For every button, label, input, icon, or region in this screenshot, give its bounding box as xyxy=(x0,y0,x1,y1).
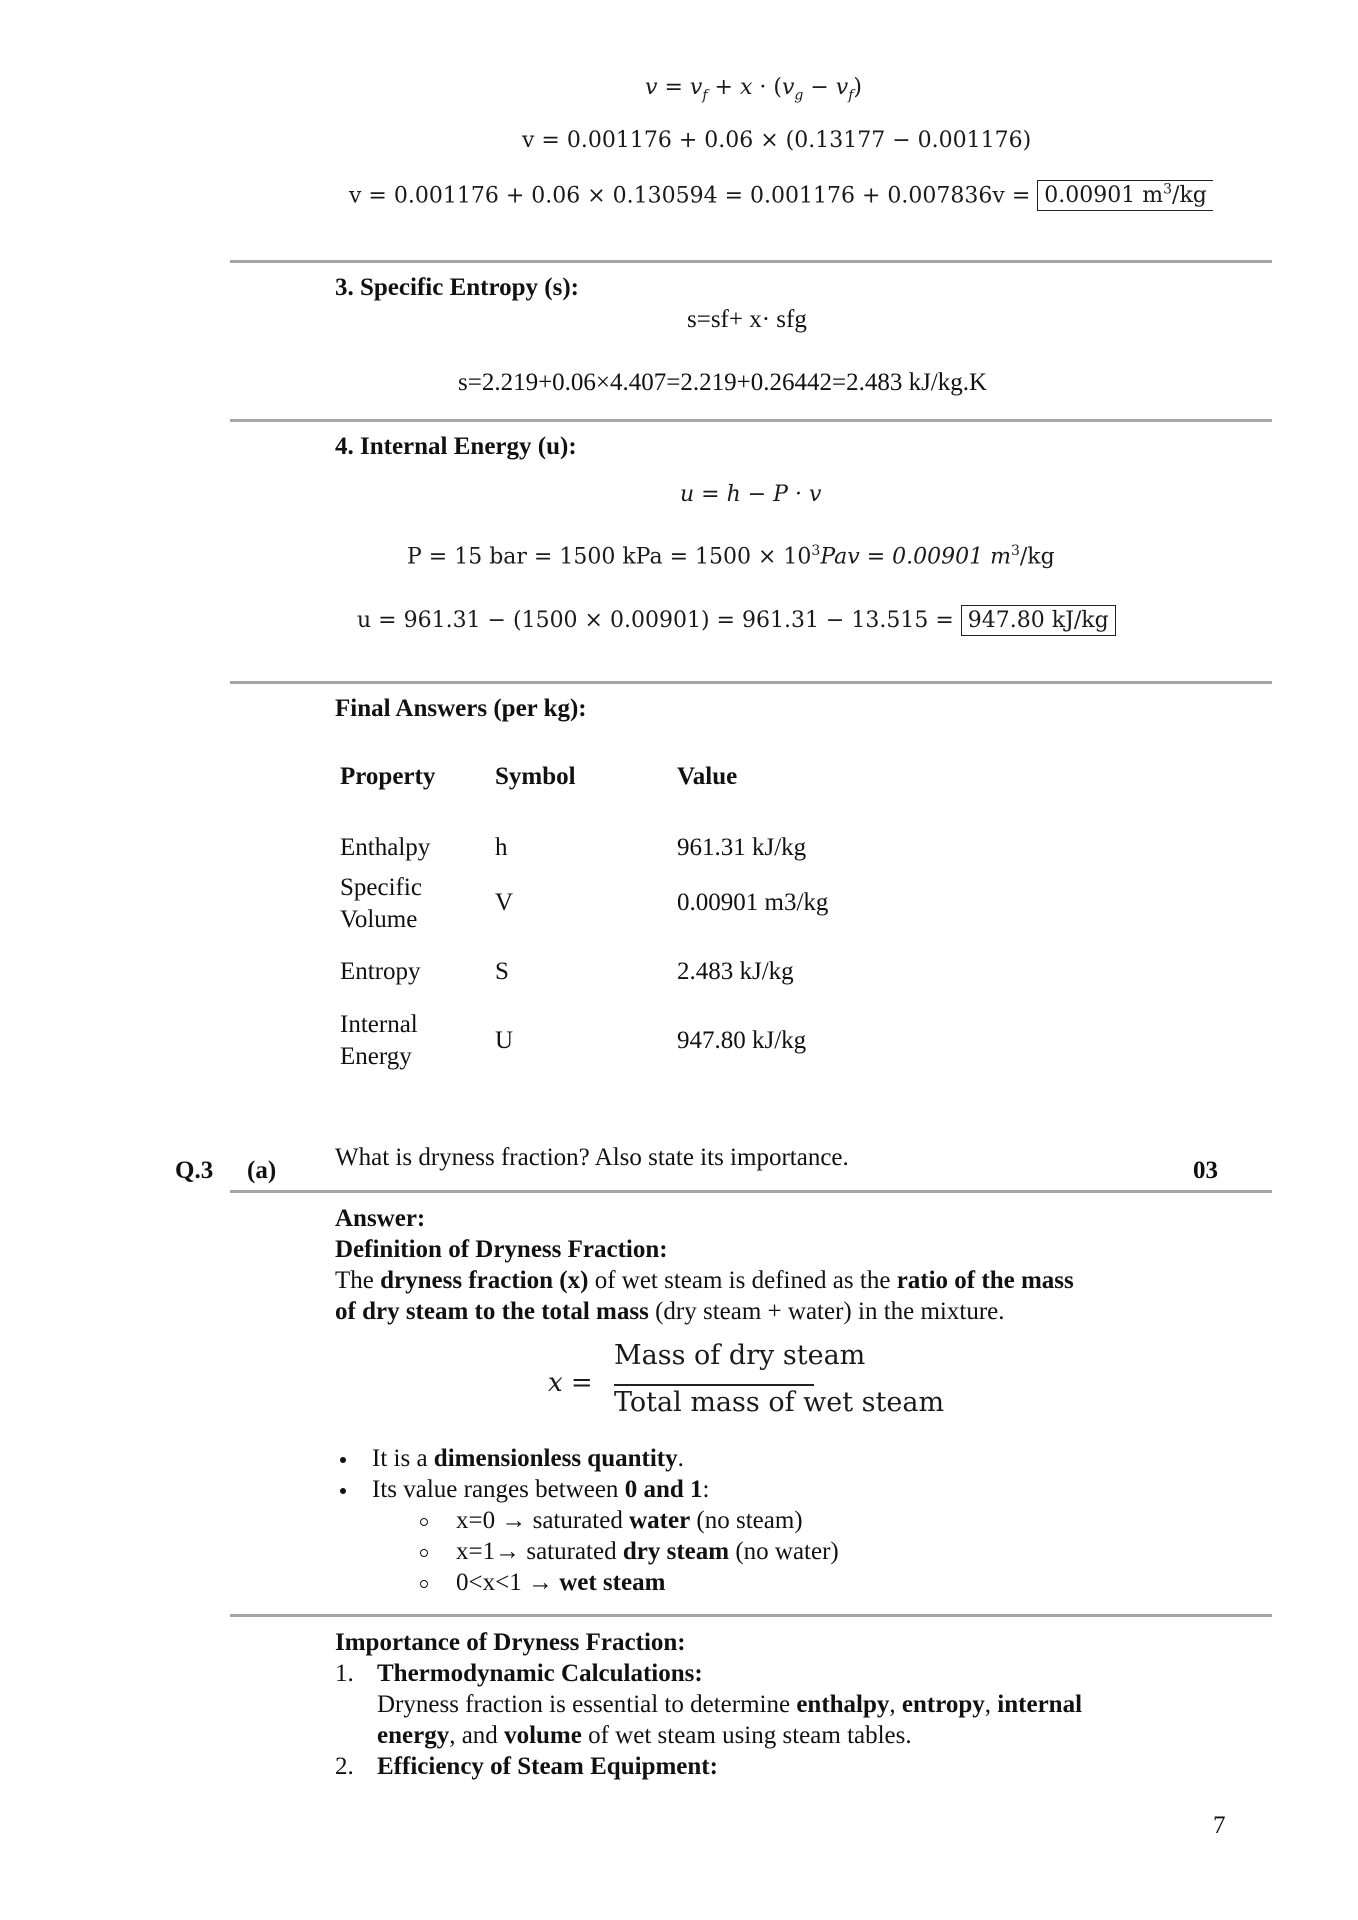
question-part: (a) xyxy=(247,1157,277,1184)
value-cell: 961.31 kJ/kg xyxy=(677,834,807,861)
list-item: It is a dimensionless quantity. xyxy=(340,1443,684,1474)
value-cell: 0.00901 m3/kg xyxy=(677,889,829,916)
list-item: Its value ranges between 0 and 1: xyxy=(340,1474,709,1505)
answer-label: Answer: xyxy=(335,1205,426,1232)
internal-energy-calc: u = 961.31 − (1500 × 0.00901) = 961.31 − 13.515 = 947.80 kJ/kg xyxy=(357,608,1116,633)
property-cell: Internal xyxy=(340,1011,418,1038)
column-header-value: Value xyxy=(677,763,738,790)
volume-result-box: 0.00901 $m^3/kg$ xyxy=(1037,180,1213,211)
numbered-item-body: Dryness fraction is essential to determine enthalpy, entropy, internal xyxy=(377,1691,1083,1718)
column-header-property: Property xyxy=(340,763,436,790)
numbered-item-body: energy, and volume of wet steam using steam tables. xyxy=(377,1722,912,1749)
symbol-cell: U xyxy=(495,1027,514,1054)
property-cell: Volume xyxy=(340,906,418,933)
divider xyxy=(230,419,1272,422)
property-cell: Entropy xyxy=(340,958,421,985)
numbered-item: 2. Efficiency of Steam Equipment: xyxy=(335,1753,718,1780)
value-cell: 947.80 kJ/kg xyxy=(677,1027,807,1054)
volume-result-line: v = 0.001176 + 0.06 × 0.130594 = 0.001176 + 0.007836v = 0.00901 $m^3/kg$ xyxy=(349,182,1213,208)
entropy-formula: s=sf+ x· sfg xyxy=(687,306,807,333)
internal-energy-heading: 4. Internal Energy (u): xyxy=(335,433,577,460)
fraction-numerator: Mass of dry steam xyxy=(614,1340,866,1371)
value-cell: 2.483 kJ/kg xyxy=(677,958,794,985)
entropy-calc: s=2.219+0.06×4.407=2.219+0.26442=2.483 kJ/kg.K xyxy=(458,369,988,396)
page-number: 7 xyxy=(1213,1812,1226,1839)
divider xyxy=(230,1614,1272,1617)
question-text: What is dryness fraction? Also state its importance. xyxy=(335,1144,849,1171)
importance-heading: Importance of Dryness Fraction: xyxy=(335,1629,686,1656)
definition-line-2: of dry steam to the total mass (dry steam + water) in the mixture. xyxy=(335,1298,1005,1325)
internal-energy-result-box: 947.80 kJ/kg xyxy=(961,605,1116,636)
hollow-bullet-icon xyxy=(420,1518,428,1526)
numbered-item: 1. Thermodynamic Calculations: xyxy=(335,1660,703,1687)
symbol-cell: V xyxy=(495,889,514,916)
pressure-line: P = 15 bar = 1500 kPa = $1500 \times 10^3Pav = 0.00901$ $m^3/kg$ xyxy=(407,543,1055,570)
question-number: Q.3 xyxy=(175,1157,214,1184)
property-cell: Enthalpy xyxy=(340,834,431,861)
final-answers-heading: Final Answers (per kg): xyxy=(335,695,587,722)
property-cell: Specific xyxy=(340,874,422,901)
symbol-cell: S xyxy=(495,958,509,985)
question-marks: 03 xyxy=(1193,1157,1218,1184)
bullet-icon xyxy=(340,1457,346,1463)
divider xyxy=(230,260,1272,263)
definition-heading: Definition of Dryness Fraction: xyxy=(335,1236,668,1263)
symbol-cell: h xyxy=(495,834,508,861)
hollow-bullet-icon xyxy=(420,1580,428,1588)
volume-formula: $v = v_f + x \cdot (v_g - v_f)$ xyxy=(645,75,863,104)
volume-substitution: v = 0.001176 + 0.06 × (0.13177 − 0.001176) xyxy=(522,128,1032,153)
sub-list-item: x=1→ saturated dry steam (no water) xyxy=(420,1536,839,1567)
column-header-symbol: Symbol xyxy=(495,763,576,790)
hollow-bullet-icon xyxy=(420,1549,428,1557)
bullet-icon xyxy=(340,1488,346,1494)
entropy-heading: 3. Specific Entropy (s): xyxy=(335,274,579,301)
internal-energy-formula: u = h − P · v xyxy=(680,482,822,507)
definition-line-1: The dryness fraction (x) of wet steam is defined as the ratio of the mass xyxy=(335,1267,1074,1294)
sub-list-item: 0<x<1 → wet steam xyxy=(420,1567,665,1598)
divider xyxy=(230,1190,1272,1193)
property-cell: Energy xyxy=(340,1043,412,1070)
sub-list-item: x=0 → saturated water (no steam) xyxy=(420,1505,803,1536)
divider xyxy=(230,681,1272,684)
fraction-denominator: Total mass of wet steam xyxy=(614,1387,945,1418)
